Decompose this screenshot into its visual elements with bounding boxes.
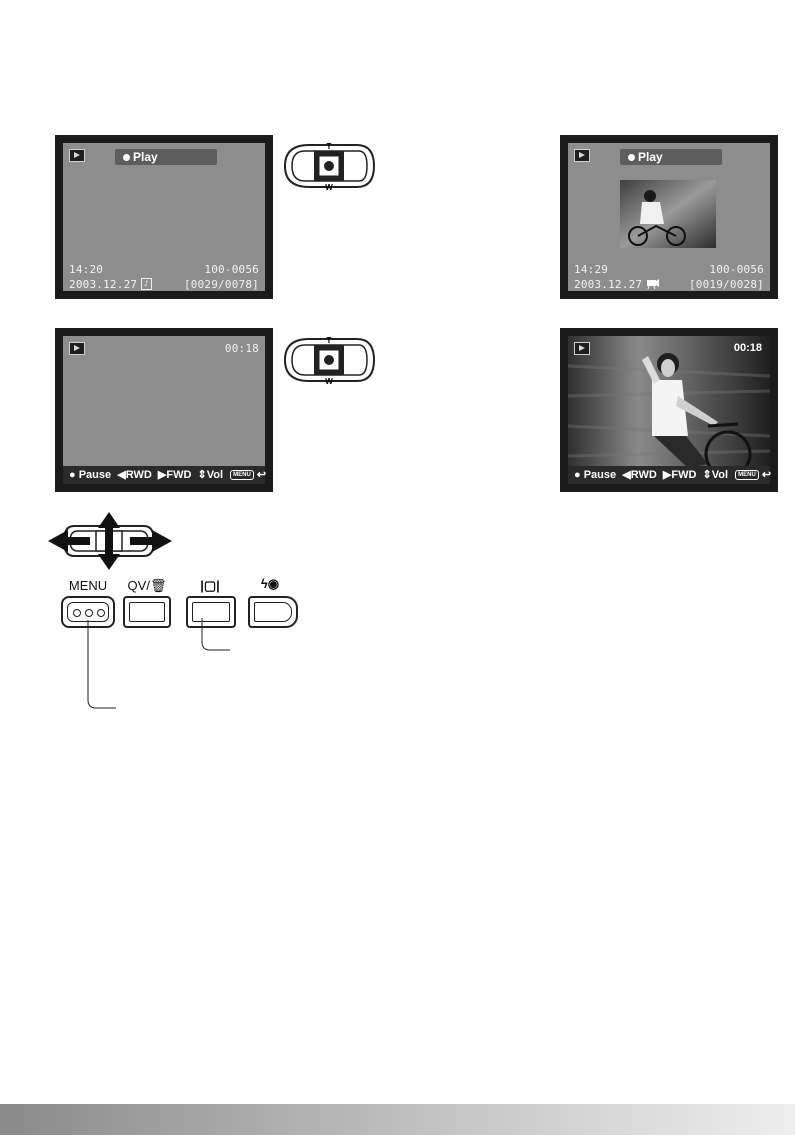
lcd-display [63,143,265,291]
lcd-display [63,336,265,484]
menu-chip: MENU [230,470,254,480]
play-mode-icon [574,342,590,355]
footer-gradient-bar [0,1104,795,1135]
pause-label: Pause [583,469,617,481]
play-dot-icon [123,154,130,161]
cyclist-photo [568,336,770,484]
play-mode-icon [574,149,590,162]
menu-button-label: MENU [68,578,108,593]
fwd-label: FWD [166,469,192,481]
playback-controls-bar [63,466,265,484]
play-mode-icon [69,149,85,162]
playback-timer: 00:18 [733,342,762,354]
rwd-arrow-icon: ◀ [619,469,631,481]
trash-icon: 🗑 [149,578,167,593]
file-number: 100-0056 [709,263,764,276]
lcd-display [568,336,770,484]
controller-arrows-icon [44,510,176,572]
flash-mode-button[interactable] [248,596,298,628]
vol-label: Vol [206,469,224,481]
vol-arrows-icon: ⇕ [699,469,712,481]
vol-arrows-icon: ⇕ [194,469,207,481]
thumbnail-cyclist-image [620,180,716,248]
lcd-screen-movie-playback-empty [55,328,273,492]
lcd-display [568,143,770,291]
movie-icon: ♪ [141,278,152,290]
frame-counter: [0019/0028] [688,278,764,291]
pause-dot-icon: ● [69,469,79,481]
flash-button-face [254,602,292,622]
qv-label: QV/ [127,578,150,593]
tele-label: T [326,336,332,345]
play-label: Play [133,150,158,164]
rwd-label: RWD [630,469,657,481]
display-button-label: |▢| [200,578,220,593]
lcd-screen-play-empty [55,135,273,299]
play-dot-icon [628,154,635,161]
fwd-arrow-icon: ▶ [154,469,167,481]
pause-dot-icon: ● [574,469,584,481]
callout-lines [80,616,240,716]
qv-delete-button-label [124,578,170,594]
file-number: 100-0056 [204,263,259,276]
zoom-lever-diagram [279,334,379,386]
play-mode-icon [69,342,85,355]
play-pill [620,149,722,165]
time-readout: 14:29 [574,263,609,276]
rwd-label: RWD [125,469,152,481]
return-icon: ↩ [761,469,772,481]
date-readout: 2003.12.27 [69,278,138,291]
fwd-label: FWD [671,469,697,481]
return-icon: ↩ [256,469,267,481]
movie-icon [646,278,660,290]
play-label: Play [638,150,663,164]
lcd-screen-play-thumbnail [560,135,778,299]
wide-label: W [325,183,333,192]
zoom-lever-diagram [279,140,379,192]
pause-label: Pause [78,469,112,481]
playback-timer: 00:18 [224,342,259,355]
fwd-arrow-icon: ▶ [659,469,672,481]
menu-chip: MENU [735,470,759,480]
date-readout: 2003.12.27 [574,278,643,291]
time-readout: 14:20 [69,263,104,276]
flash-mode-button-label: ϟ◉ [260,576,280,591]
lcd-screen-movie-playback-photo [560,328,778,492]
vol-label: Vol [711,469,729,481]
play-pill [115,149,217,165]
wide-label: W [325,377,333,386]
playback-controls-bar [568,466,770,484]
frame-counter: [0029/0078] [183,278,259,291]
tele-label: T [326,142,332,151]
rwd-arrow-icon: ◀ [114,469,126,481]
